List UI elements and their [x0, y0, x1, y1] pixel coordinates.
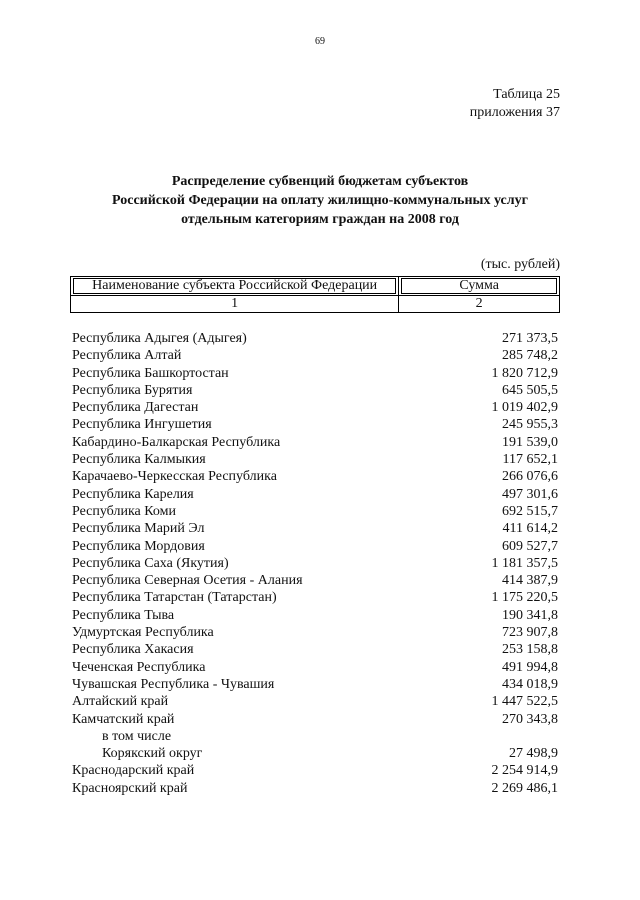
- amount-value: 609 527,7: [502, 538, 558, 554]
- region-name: Республика Татарстан (Татарстан): [72, 590, 277, 606]
- unit-note: (тыс. рублей): [480, 257, 560, 272]
- table-row: [72, 416, 558, 433]
- table-row: [72, 520, 558, 537]
- amount-value: 645 505,5: [502, 382, 558, 398]
- table-row: [72, 365, 558, 382]
- table-row: [72, 693, 558, 710]
- header-sum-cell: [399, 277, 560, 296]
- table-row: [72, 728, 558, 745]
- region-name: Республика Калмыкия: [72, 452, 206, 468]
- amount-value: 27 498,9: [509, 746, 558, 762]
- table-row: [72, 538, 558, 555]
- region-name: Республика Дагестан: [72, 400, 199, 416]
- table-body: [72, 330, 558, 797]
- table-row: [72, 762, 558, 779]
- amount-value: 1 820 712,9: [491, 365, 558, 381]
- table-reference-line-1: Таблица 25: [493, 87, 560, 102]
- table-row: [72, 330, 558, 347]
- amount-value: 253 158,8: [502, 642, 558, 658]
- amount-value: 692 515,7: [502, 503, 558, 519]
- region-name: Алтайский край: [72, 694, 169, 710]
- amount-value: 190 341,8: [502, 607, 558, 623]
- column-number-row: [71, 296, 560, 313]
- region-name: Красноярский край: [72, 780, 188, 796]
- table-row: [72, 451, 558, 468]
- amount-value: 1 447 522,5: [491, 694, 558, 710]
- table-row: [72, 641, 558, 658]
- table-row: [72, 399, 558, 416]
- amount-value: 497 301,6: [502, 486, 558, 502]
- table-row: [72, 676, 558, 693]
- region-name: Корякский округ: [102, 746, 203, 762]
- table-row: [72, 589, 558, 606]
- region-name: Чеченская Республика: [72, 659, 206, 675]
- region-name: Республика Мордовия: [72, 538, 205, 554]
- document-title-line-2: Российской Федерации на оплату жилищно-коммунальных услуг: [112, 193, 528, 208]
- amount-value: 191 539,0: [502, 434, 558, 450]
- region-name: Республика Хакасия: [72, 642, 194, 658]
- region-name: Удмуртская Республика: [72, 625, 214, 641]
- amount-value: 1 175 220,5: [491, 590, 558, 606]
- region-name: Камчатский край: [72, 711, 175, 727]
- amount-value: 245 955,3: [502, 417, 558, 433]
- region-name: в том числе: [102, 728, 172, 744]
- region-name: Республика Карелия: [72, 486, 194, 502]
- table-row: [72, 382, 558, 399]
- amount-value: 1 181 357,5: [491, 555, 558, 571]
- table-row: [72, 711, 558, 728]
- table-header: [70, 276, 560, 313]
- table-row: [72, 555, 558, 572]
- amount-value: 434 018,9: [502, 676, 558, 692]
- table-row: [72, 503, 558, 520]
- region-name: Республика Тыва: [72, 607, 175, 623]
- region-name: Карачаево-Черкесская Республика: [72, 469, 277, 485]
- table-reference-line-2: приложения 37: [469, 105, 560, 120]
- region-name: Краснодарский край: [72, 763, 195, 779]
- amount-value: 411 614,2: [502, 521, 558, 537]
- table-row: [72, 624, 558, 641]
- table-reference: [470, 86, 560, 122]
- region-name: Республика Алтай: [72, 348, 182, 364]
- table-row: [72, 745, 558, 762]
- region-name: Республика Коми: [72, 503, 176, 519]
- amount-value: 2 254 914,9: [491, 763, 558, 779]
- page-number: 69: [315, 36, 325, 47]
- amount-value: 1 019 402,9: [491, 400, 558, 416]
- region-name: Республика Бурятия: [72, 382, 193, 398]
- document-title: [0, 172, 640, 229]
- amount-value: 491 994,8: [502, 659, 558, 675]
- document-title-line-1: Распределение субвенций бюджетам субъектов: [171, 174, 469, 189]
- header-name-cell: [71, 277, 399, 296]
- region-name: Республика Северная Осетия - Алания: [72, 573, 303, 589]
- amount-value: 285 748,2: [502, 348, 558, 364]
- table-row: [72, 434, 558, 451]
- amount-value: 117 652,1: [502, 452, 558, 468]
- amount-value: 271 373,5: [502, 331, 558, 346]
- header-sum-label: Сумма: [401, 278, 557, 294]
- region-name: Кабардино-Балкарская Республика: [72, 434, 281, 450]
- column-number-2: 2: [399, 296, 560, 313]
- table-row: [72, 468, 558, 485]
- region-name: Республика Марий Эл: [72, 521, 205, 537]
- region-name: Республика Башкортостан: [72, 365, 229, 381]
- region-name: Чувашская Республика - Чувашия: [72, 676, 275, 692]
- header-name-label: Наименование субъекта Российской Федерации: [73, 278, 396, 294]
- region-name: Республика Адыгея (Адыгея): [72, 331, 247, 346]
- table-row: [72, 780, 558, 797]
- region-name: Республика Саха (Якутия): [72, 555, 229, 571]
- amount-value: 266 076,6: [502, 469, 558, 485]
- table-header-row: [71, 277, 560, 296]
- column-number-1: 1: [71, 296, 399, 313]
- amount-value: 270 343,8: [502, 711, 558, 727]
- table-row: [72, 659, 558, 676]
- table-row: [72, 572, 558, 589]
- table-row: [72, 347, 558, 364]
- amount-value: 2 269 486,1: [491, 780, 558, 796]
- document-title-line-3: отдельным категориям граждан на 2008 год: [181, 212, 459, 227]
- amount-value: 723 907,8: [502, 625, 558, 641]
- region-name: Республика Ингушетия: [72, 417, 212, 433]
- amount-value: 414 387,9: [502, 573, 558, 589]
- table-row: [72, 486, 558, 503]
- table-row: [72, 607, 558, 624]
